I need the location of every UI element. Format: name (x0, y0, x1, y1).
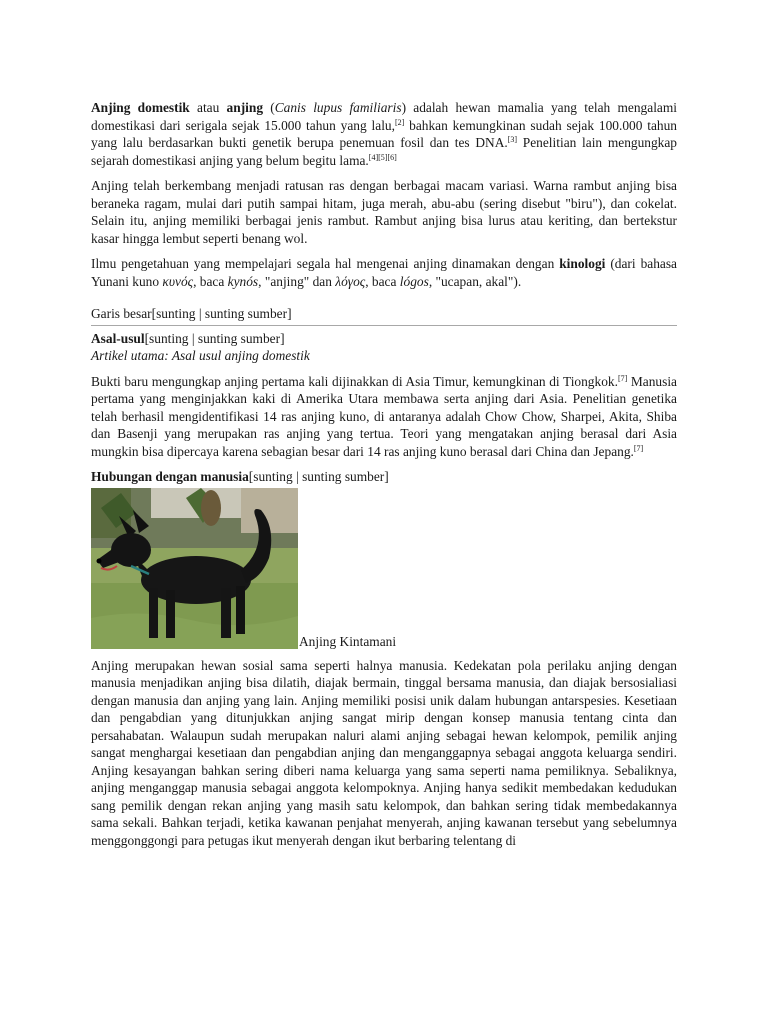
term-anjing: anjing (226, 100, 264, 115)
black-dog-illustration (91, 488, 298, 649)
ref-link[interactable]: [7] (633, 443, 644, 453)
main-article-note: Artikel utama: Asal usul anjing domestik (91, 348, 310, 363)
term-kinologi: kinologi (559, 256, 606, 271)
term-anjing-domestik: Anjing domestik (91, 100, 190, 115)
article-body (91, 99, 677, 849)
color-paragraph: Anjing telah berkembang menjadi ratusan ras dengan berbagai macam variasi. Warna rambut anjing bisa beraneka ragam, mulai dari putih sampai hitam, juga merah, abu-abu (sering disebut "biru"), dan cokelat. Selain itu, anjing memiliki berbagai jenis rambut. Rambut anjing bisa lurus atau keriting, dan bertekstur kasar hingga lembut seperti benang wol. (91, 178, 677, 246)
dog-photo (91, 488, 298, 649)
ref-link[interactable]: [7] (617, 373, 628, 383)
section-heading-origin: Asal-usul[sunting | sunting sumber] (91, 330, 285, 346)
figure-caption: Anjing Kintamani (299, 633, 397, 649)
origin-paragraph: Bukti baru mengungkap anjing pertama kali dijinakkan di Asia Timur, kemungkinan di Tiongkok.[7] Manusia pertama yang menginjakkan kaki di Amerika Utara membawa serta anjing dari Asia. Penelitian genetika telah berhasil mengidentifikasi 14 ras anjing kuno, di antaranya adalah Chow Chow, Sharpei, Akita, Shiba dan Basenji yang merupakan ras anjing yang tertua. Teori yang mengatakan anjing berasal dari Asia mungkin bisa dipercaya karena sebagian besar dari 14 ras anjing kuno berasal dari China dan Jepang.[7] (91, 373, 677, 459)
intro-paragraph: Anjing domestik atau anjing (Canis lupus familiaris) adalah hewan mamalia yang telah mengalami domestikasi dari serigala sejak 15.000 tahun yang lalu,[2] bahkan kemungkinan sudah sejak 100.000 tahun yang lalu berdasarkan bukti genetik berupa penemuan fosil dan tes DNA.[3] Penelitian lain mengungkap sejarah domestikasi anjing yang belum begitu lama.[4][5][6] (91, 100, 678, 168)
relation-paragraph: Anjing merupakan hewan sosial sama seperti halnya manusia. Kedekatan pola perilaku anjing dengan manusia menjadikan anjing bisa dilatih, diajak bermain, tinggal bersama manusia, dan diajak bersosialiasi dengan manusia dan anjing yang lain. Anjing memiliki posisi unik dalam hubungan antarspesies. Kesetiaan dan pengabdian yang ditunjukkan anjing sangat mirip dengan konsep manusia tentang cinta dan persahabatan. Walaupun sudah merupakan naluri alami anjing sebagai hewan kelompok, pemilik anjing sangat menghargai kesetiaan dan pengabdian anjing dan menganggapnya sebagai anggota keluarga sendiri. Anjing kesayangan bahkan sering diberi nama keluarga yang sama seperti nama pemiliknya. Sebaliknya, anjing menganggap manusia sebagai anggota kelompoknya. Anjing hanya sedikit membedakan kedudukan sang pemilik dengan rekan anjing yang masih satu kelompok, dan bahkan sering tidak membedakannya sama sekali. Bahkan terjadi, ketika kawanan penjahat menyerah, anjing kawanan tersebut yang sebelumnya menggonggongi para petugas ikut menyerah dengan ikut berbaring telentang di (91, 657, 677, 848)
ref-link[interactable]: [4][5][6] (368, 152, 397, 162)
outline-heading[interactable]: Garis besar[sunting | sunting sumber] (91, 306, 292, 321)
ref-link[interactable]: [3] (507, 135, 518, 144)
edit-links[interactable]: [sunting | sunting sumber] (144, 330, 285, 346)
ref-link[interactable]: [2] (394, 117, 405, 127)
edit-links[interactable]: [sunting | sunting sumber] (248, 469, 389, 484)
figure (91, 488, 677, 649)
section-heading-relation: Hubungan dengan manusia[sunting | sunting sumber] (91, 469, 389, 484)
kinology-paragraph: Ilmu pengetahuan yang mempelajari segala hal mengenai anjing dinamakan dengan kinologi (dari bahasa Yunani kuno κυνός, baca kynós, "anjing" dan λόγος, baca lógos, "ucapan, akal"). (91, 256, 677, 289)
scientific-name: Canis lupus familiaris (274, 100, 402, 115)
